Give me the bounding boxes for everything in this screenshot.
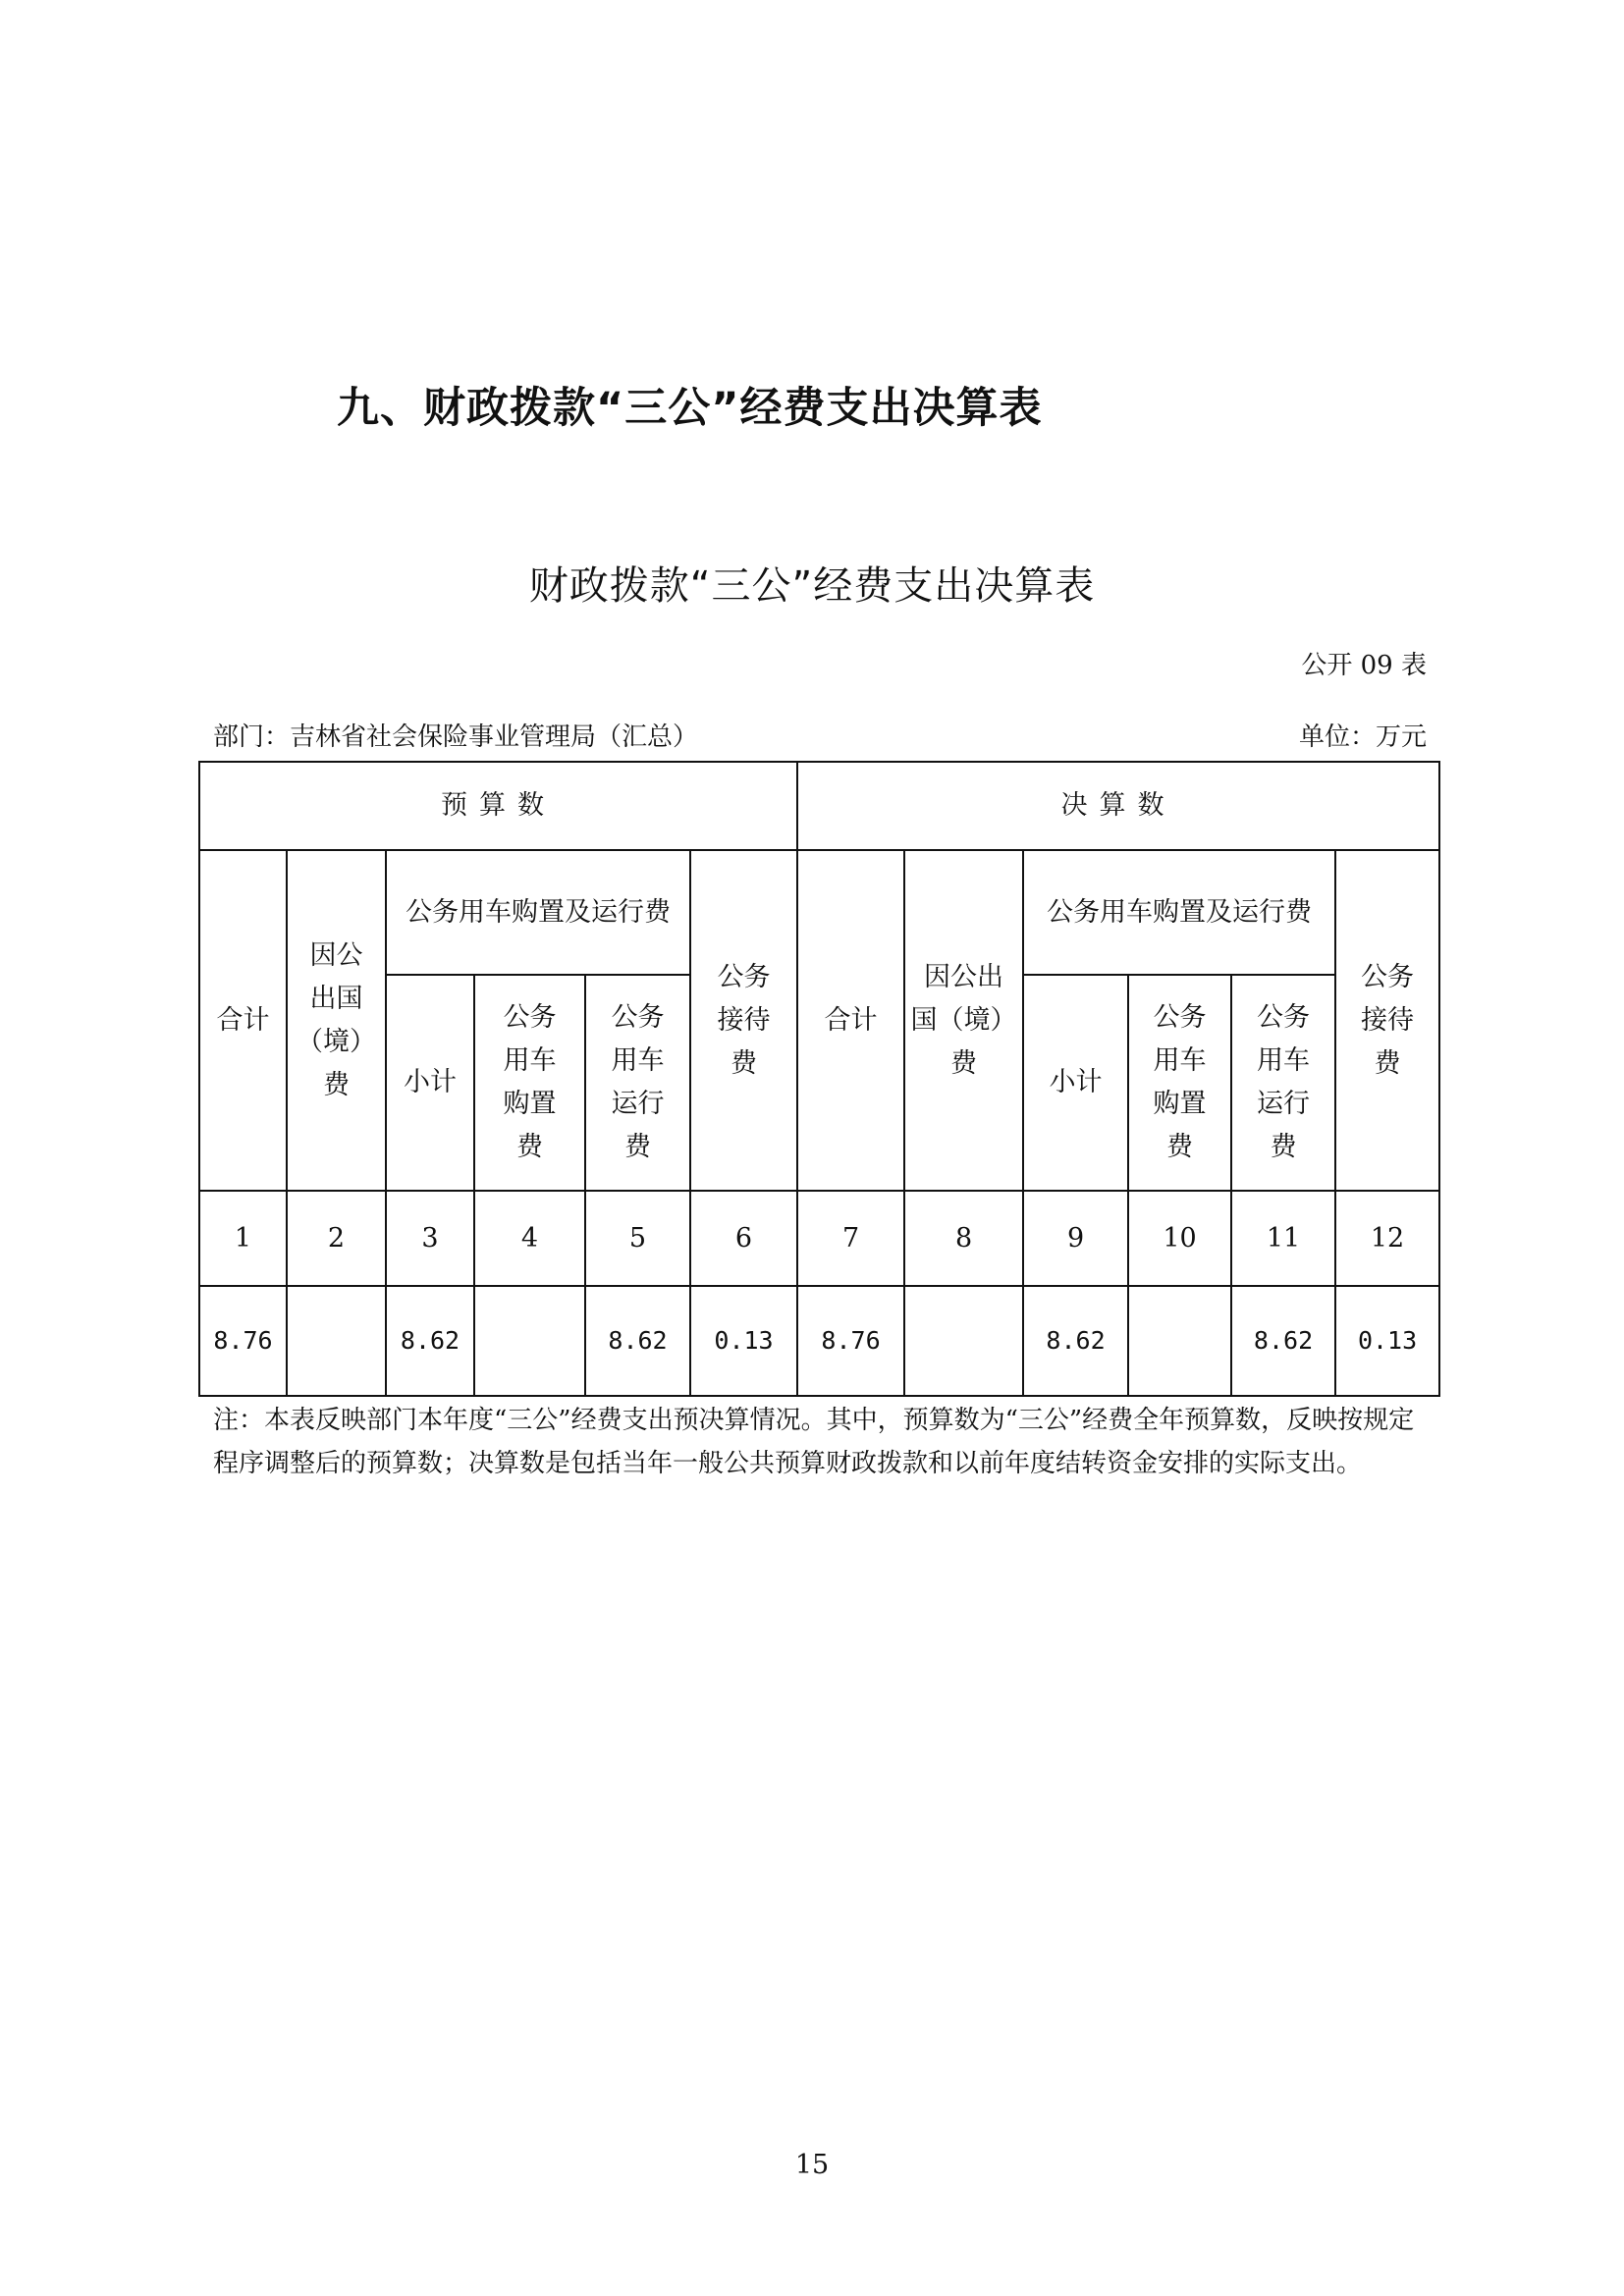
col-budget-subtotal: 小计 bbox=[386, 975, 474, 1191]
index-cell: 2 bbox=[287, 1191, 386, 1286]
value-cell bbox=[474, 1286, 585, 1396]
index-cell: 8 bbox=[904, 1191, 1023, 1286]
meta-row bbox=[213, 717, 1427, 753]
table-title: 财政拨款“三公”经费支出决算表 bbox=[528, 563, 1096, 609]
value-cell: 0.13 bbox=[690, 1286, 797, 1396]
col-final-purchase: 公务 用车 购置 费 bbox=[1128, 975, 1231, 1191]
table-note: 注：本表反映部门本年度“三公”经费支出预决算情况。其中，预算数为“三公”经费全年预算数，反映按规定程序调整后的预算数；决算数是包括当年一般公共预算财政拨款和以前年度结转资金安排的实际支出。 bbox=[213, 1406, 1415, 1478]
index-cell: 11 bbox=[1231, 1191, 1335, 1286]
unit-label: 单位：万元 bbox=[1298, 722, 1427, 752]
col-budget-operation: 公务 用车 运行 费 bbox=[585, 975, 690, 1191]
index-cell: 1 bbox=[199, 1191, 287, 1286]
index-cell: 3 bbox=[386, 1191, 474, 1286]
group-final: 决算数 bbox=[797, 762, 1439, 850]
form-code: 公开 09 表 bbox=[1301, 651, 1427, 680]
group-header-row bbox=[199, 762, 1439, 850]
value-cell bbox=[904, 1286, 1023, 1396]
value-cell bbox=[1128, 1286, 1231, 1396]
index-cell: 10 bbox=[1128, 1191, 1231, 1286]
col-budget-total: 合计 bbox=[199, 850, 287, 1191]
index-row bbox=[199, 1191, 1439, 1286]
index-cell: 9 bbox=[1023, 1191, 1128, 1286]
col-final-reception: 公务 接待 费 bbox=[1335, 850, 1439, 1191]
col-final-subtotal: 小计 bbox=[1023, 975, 1128, 1191]
col-budget-purchase: 公务 用车 购置 费 bbox=[474, 975, 585, 1191]
section-heading: 九、财政拨款“三公”经费支出决算表 bbox=[337, 384, 1043, 433]
col-final-total: 合计 bbox=[797, 850, 904, 1191]
department-label: 部门：吉林省社会保险事业管理局（汇总） bbox=[213, 722, 699, 752]
col-budget-vehicle: 公务用车购置及运行费 bbox=[386, 850, 690, 975]
index-cell: 5 bbox=[585, 1191, 690, 1286]
index-cell: 4 bbox=[474, 1191, 585, 1286]
header-row-1 bbox=[199, 850, 1439, 975]
col-budget-reception: 公务 接待 费 bbox=[690, 850, 797, 1191]
value-cell: 8.62 bbox=[1023, 1286, 1128, 1396]
value-cell: 8.76 bbox=[797, 1286, 904, 1396]
value-cell bbox=[287, 1286, 386, 1396]
three-public-expense-table bbox=[198, 761, 1440, 1397]
col-final-operation: 公务 用车 运行 费 bbox=[1231, 975, 1335, 1191]
group-budget: 预算数 bbox=[199, 762, 797, 850]
col-final-vehicle: 公务用车购置及运行费 bbox=[1023, 850, 1335, 975]
value-row bbox=[199, 1286, 1439, 1396]
value-cell: 8.62 bbox=[386, 1286, 474, 1396]
col-budget-overseas: 因公 出国 （境） 费 bbox=[287, 850, 386, 1191]
col-final-overseas: 因公出 国（境） 费 bbox=[904, 850, 1023, 1191]
value-cell: 8.76 bbox=[199, 1286, 287, 1396]
index-cell: 7 bbox=[797, 1191, 904, 1286]
value-cell: 8.62 bbox=[1231, 1286, 1335, 1396]
index-cell: 12 bbox=[1335, 1191, 1439, 1286]
value-cell: 8.62 bbox=[585, 1286, 690, 1396]
index-cell: 6 bbox=[690, 1191, 797, 1286]
value-cell: 0.13 bbox=[1335, 1286, 1439, 1396]
page-number: 15 bbox=[794, 2150, 830, 2180]
